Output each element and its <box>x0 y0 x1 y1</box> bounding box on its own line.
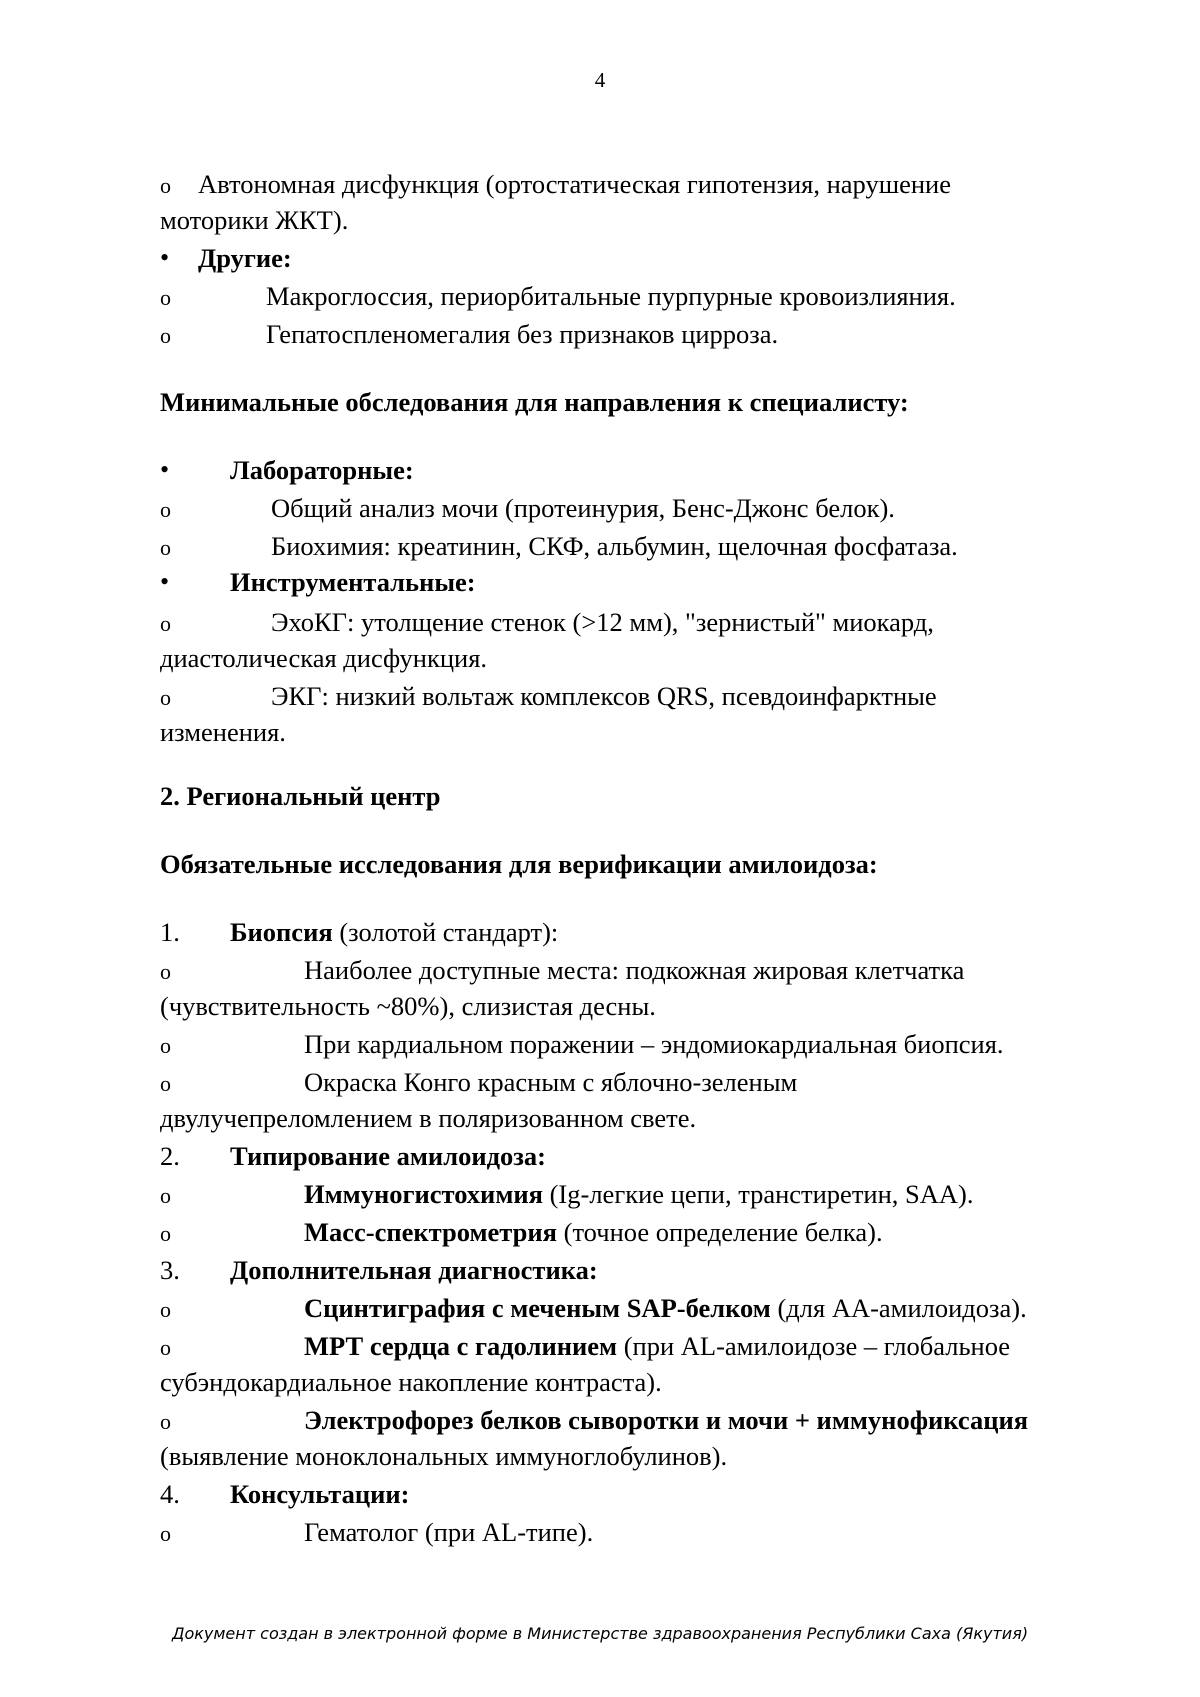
list-item-continuation: (чувствительность ~80%), слизистая десны. <box>160 991 656 1021</box>
list-marker: o <box>160 1221 171 1246</box>
list-item-continuation: диастолическая дисфункция. <box>160 643 488 673</box>
list-bullet: • <box>160 243 170 272</box>
list-item <box>304 1216 883 1248</box>
list-item: Гематолог (при AL-типе). <box>304 1517 594 1547</box>
list-section-label: Лабораторные: <box>230 455 414 485</box>
list-marker: o <box>160 685 171 710</box>
list-marker: o <box>160 173 171 198</box>
list-marker: o <box>160 1071 171 1096</box>
list-item: Биохимия: креатинин, СКФ, альбумин, щелочная фосфатаза. <box>271 531 958 561</box>
list-section-label: Другие: <box>198 243 292 273</box>
list-marker: o <box>160 1409 171 1434</box>
list-marker: o <box>160 1521 171 1546</box>
list-item-continuation: субэндокардиальное накопление контраста). <box>160 1367 662 1397</box>
list-item-text: (Ig-легкие цепи, транстиретин, SAA). <box>542 1179 974 1209</box>
list-number: 1. <box>160 917 180 947</box>
list-item-text: (для АА-амилоидоза). <box>770 1293 1027 1323</box>
page-footer: Документ создан в электронной форме в Министерстве здравоохранения Республики Саха (Якутия) <box>171 1624 1029 1643</box>
list-marker: o <box>160 1335 171 1360</box>
list-item <box>230 916 558 948</box>
list-item: Макроглоссия, периорбитальные пурпурные кровоизлияния. <box>266 281 956 311</box>
list-item-bold: МРТ сердца с гадолинием <box>304 1331 618 1361</box>
list-item: Наиболее доступные места: подкожная жировая клетчатка <box>304 955 965 985</box>
list-item-text: (золотой стандарт): <box>332 917 559 947</box>
section-heading: 2. Региональный центр <box>160 781 441 811</box>
list-bullet: • <box>160 567 170 596</box>
list-number: 2. <box>160 1141 180 1171</box>
list-item: Окраска Конго красным с яблочно-зеленым <box>304 1067 798 1097</box>
list-bullet: • <box>160 455 170 484</box>
list-item <box>304 1178 973 1210</box>
list-item-continuation: моторики ЖКТ). <box>160 205 349 235</box>
list-item-bold: Сцинтиграфия с меченым SAP-белком <box>304 1293 771 1323</box>
list-marker: o <box>160 1183 171 1208</box>
list-item-continuation: двулучепреломлением в поляризованном свете. <box>160 1103 697 1133</box>
list-item-bold: Масс-спектрометрия <box>304 1217 557 1247</box>
list-item: Консультации: <box>230 1479 410 1509</box>
list-section-label: Инструментальные: <box>230 567 476 597</box>
list-item: При кардиальном поражении – эндомиокардиальная биопсия. <box>304 1029 1004 1059</box>
list-marker: o <box>160 535 171 560</box>
list-marker: o <box>160 959 171 984</box>
list-item: Автономная дисфункция (ортостатическая гипотензия, нарушение <box>198 169 951 199</box>
list-item-text: (при AL-амилоидозе – глобальное <box>617 1331 1011 1361</box>
list-item-continuation: (выявление моноклональных иммуноглобулинов). <box>160 1441 728 1471</box>
list-item <box>304 1292 1027 1324</box>
list-item: ЭхоКГ: утолщение стенок (>12 мм), "зернистый" миокард, <box>271 607 934 637</box>
list-item: Общий анализ мочи (протеинурия, Бенс-Джонс белок). <box>271 493 895 523</box>
list-marker: o <box>160 611 171 636</box>
list-item-bold: Иммуногистохимия <box>304 1179 543 1209</box>
list-marker: o <box>160 1033 171 1058</box>
list-item-bold: Биопсия <box>230 917 333 947</box>
list-item: Гепатоспленомегалия без признаков цирроза. <box>266 319 779 349</box>
section-heading: Минимальные обследования для направления к специалисту: <box>160 387 909 417</box>
list-item: Дополнительная диагностика: <box>230 1255 598 1285</box>
list-marker: o <box>160 1297 171 1322</box>
section-heading: Обязательные исследования для верификации амилоидоза: <box>160 849 878 879</box>
page-number: 4 <box>594 68 606 92</box>
list-marker: o <box>160 323 171 348</box>
list-item-continuation: изменения. <box>160 717 286 747</box>
list-item: ЭКГ: низкий вольтаж комплексов QRS, псевдоинфарктные <box>271 681 937 711</box>
list-number: 3. <box>160 1255 180 1285</box>
list-item-text: (точное определение белка). <box>557 1217 883 1247</box>
list-item: Электрофорез белков сыворотки и мочи + иммунофиксация <box>304 1405 1029 1435</box>
list-marker: o <box>160 497 171 522</box>
list-number: 4. <box>160 1479 180 1509</box>
list-marker: o <box>160 285 171 310</box>
list-item: Типирование амилоидоза: <box>230 1141 546 1171</box>
list-item <box>304 1330 1010 1362</box>
